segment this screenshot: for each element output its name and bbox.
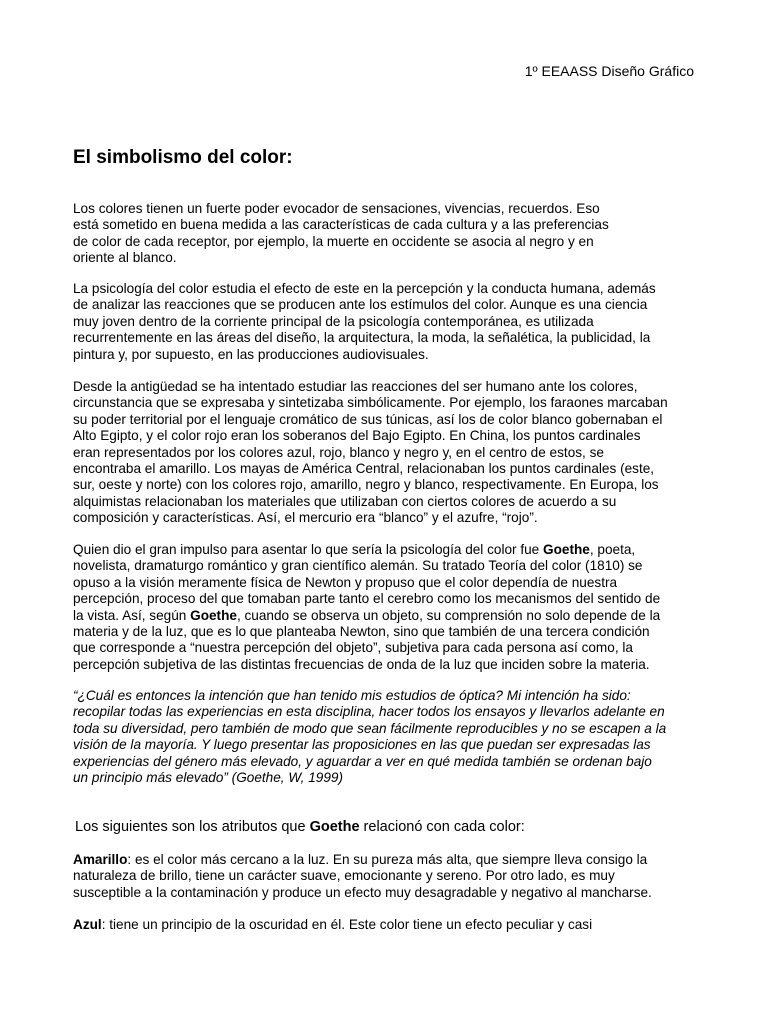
paragraph-line: Alto Egipto, y el color rojo eran los soberanos del Bajo Egipto. En China, los puntos cardinales (73, 428, 641, 444)
goethe-bold: Goethe (543, 542, 590, 557)
quote-line: experiencias del género más elevado, y aguardar a ver en qué medida también se ordenan bajo (73, 753, 652, 769)
paragraph-line: percepción, proceso del que tomaban parte tanto el cerebro como los mecanismos del sentido de (73, 591, 661, 607)
goethe-bold: Goethe (309, 819, 360, 835)
quote-line: visión de la mayoría. Y luego presentar las proposiciones en las que puedan ser expresadas las (73, 737, 651, 753)
paragraph-line: eran representados por los colores azul, rojo, blanco y negro y, en el centro de estos, se (73, 444, 604, 460)
quote-line: un principio más elevado” (Goethe, W, 1999) (73, 770, 343, 786)
paragraph-line: encontraba el amarillo. Los mayas de América Central, relacionaban los puntos cardinales (este, (73, 461, 655, 477)
paragraph-line (73, 608, 699, 624)
paragraph-line: de analizar las reacciones que se producen ante los estímulos del color. Aunque es una ciencia (73, 297, 648, 313)
text-run: : es el color más cercano a la luz. En su pureza más alta, que siempre lleva consigo la (127, 852, 648, 867)
paragraph-line: materia y de la luz, que es lo que planteaba Newton, sino que también de una tercera condición (73, 624, 650, 640)
paragraph-amarillo (73, 852, 699, 901)
paragraph-history (73, 379, 699, 527)
text-run: relacionó con cada color: (359, 819, 525, 835)
paragraph-line: Desde la antigüedad se ha intentado estudiar las reacciones del ser humano ante los colores, (73, 379, 638, 394)
text-run: : tiene un principio de la oscuridad en él. Este color tiene un efecto peculiar y casi (101, 917, 593, 932)
color-label-azul: Azul (73, 917, 102, 932)
paragraph-line (73, 852, 699, 868)
paragraph-goethe (73, 542, 699, 673)
paragraph-line: novelista, dramaturgo romántico y gran científico alemán. Su tratado Teoría del color (1810) se (73, 558, 643, 574)
color-label-amarillo: Amarillo (73, 852, 128, 867)
goethe-bold: Goethe (190, 607, 237, 623)
paragraph-line: que corresponde a “nuestra percepción del objeto”, subjetiva para cada persona así como, la (73, 640, 633, 656)
paragraph-line: de color de cada receptor, por ejemplo, la muerte en occidente se asocia al negro y en (73, 233, 594, 249)
text-run: , cuando se observa un objeto, su comprensión no solo depende de la (236, 607, 661, 623)
paragraph-line: naturaleza de brillo, tiene un carácter suave, emocionante y sereno. Por otro lado, es muy (73, 868, 615, 884)
paragraph-line: pintura y, por supuesto, en las producciones audiovisuales. (73, 346, 429, 362)
page-title: El simbolismo del color: (73, 147, 293, 168)
paragraph-line: percepción subjetiva de las distintas frecuencias de onda de la luz que inciden sobre la materia. (73, 656, 650, 672)
text-run: , poeta, (589, 542, 636, 557)
text-run: Quien dio el gran impulso para asentar lo que sería la psicología del color fue (73, 542, 544, 557)
quote-line: toda su diversidad, pero también de modo que sean fácilmente reproducibles y no se escapen a la (73, 720, 667, 736)
paragraph-psychology (73, 281, 699, 363)
quote-line: “¿Cuál es entonces la intención que han tenido mis estudios de óptica? Mi intención ha sido: (73, 688, 631, 703)
paragraph-line (73, 542, 699, 558)
paragraph-line: opuso a la visión meramente física de Newton y propuso que el color dependía de nuestra (73, 574, 618, 590)
paragraph-line: muy joven dentro de la corriente principal de la psicología contemporánea, es utilizada (73, 313, 594, 329)
paragraph-line: composición y características. Así, el mercurio era “blanco” y el azufre, “rojo”. (73, 510, 538, 526)
quote-line: recopilar todas las experiencias en esta disciplina, hacer todos los ensayos y llevarlos adelante en (73, 704, 665, 720)
paragraph-line: sur, oeste y norte) con los colores rojo, amarillo, negro y blanco, respectivamente. En Europa, los (73, 477, 659, 493)
paragraph-azul (73, 917, 699, 933)
course-header: 1º EEAASS Diseño Gráfico (524, 63, 694, 79)
paragraph-line: recurrentemente en las áreas del diseño, la arquitectura, la moda, la señalética, la publicidad, la (73, 330, 651, 346)
paragraph-line: La psicología del color estudia el efecto de este en la percepción y la conducta humana, además (73, 281, 656, 296)
paragraph-intro (73, 201, 699, 267)
paragraph-line: circunstancia que se expresaba y sintetizaba simbólicamente. Por ejemplo, los faraones marcaban (73, 395, 668, 411)
goethe-quote (73, 688, 699, 786)
paragraph-line: está sometido en buena medida a las características de cada cultura y a las preferencias (73, 217, 609, 233)
paragraph-line: oriente al blanco. (73, 250, 177, 266)
paragraph-line: Los colores tienen un fuerte poder evocador de sensaciones, vivencias, recuerdos. Eso (73, 201, 600, 216)
paragraph-line (73, 917, 699, 933)
paragraph-line: susceptible a la contaminación y produce un efecto muy desagradable y negativo al mancharse. (73, 884, 652, 900)
text-run: Los siguientes son los atributos que (75, 819, 310, 835)
text-run: la vista. Así, según (73, 607, 191, 623)
paragraph-line: su poder territorial por el lenguaje cromático de sus túnicas, así los de color blanco gobernaban el (73, 411, 663, 427)
attributes-intro (75, 818, 525, 836)
paragraph-line: alquimistas relacionaban los materiales que utilizaban con ciertos colores de acuerdo a su (73, 493, 617, 509)
